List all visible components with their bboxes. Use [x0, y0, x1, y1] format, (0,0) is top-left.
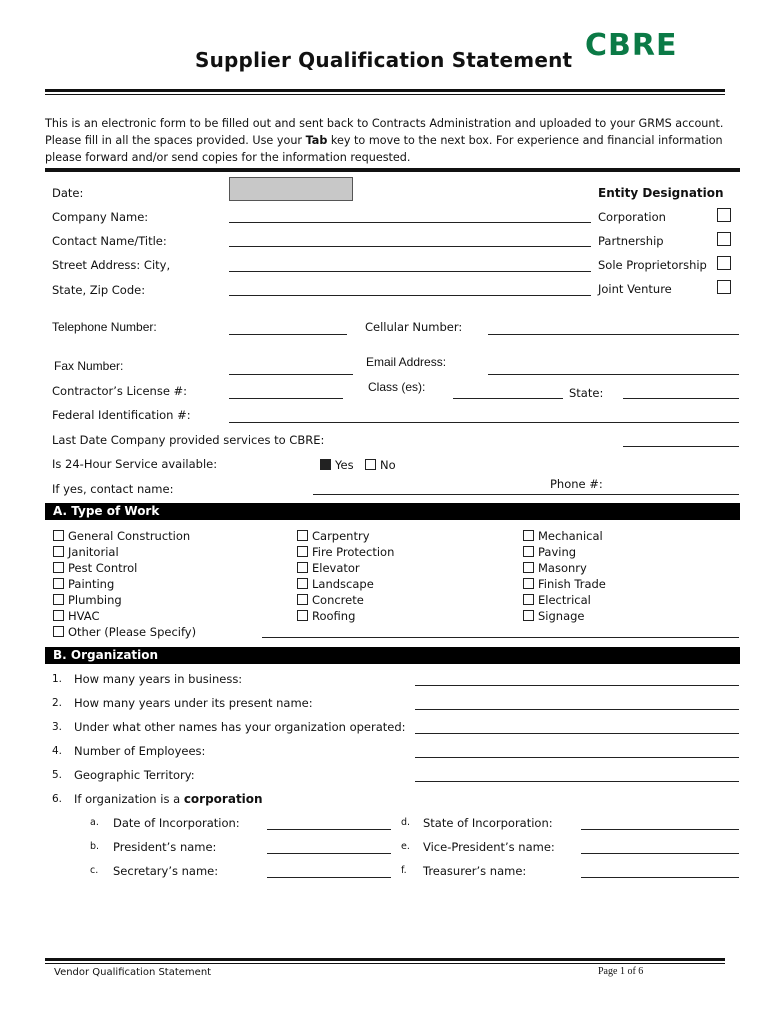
work-item[interactable]: Masonry [523, 560, 606, 576]
entity-sole-proprietorship-checkbox[interactable] [717, 256, 731, 270]
fax-label: Fax Number: [54, 359, 124, 373]
work-checkbox[interactable] [53, 530, 64, 541]
telephone-field[interactable] [229, 334, 347, 335]
work-item[interactable]: Janitorial [53, 544, 196, 560]
work-item[interactable]: Concrete [297, 592, 394, 608]
service-no-option[interactable]: No [365, 458, 396, 472]
work-item[interactable]: Paving [523, 544, 606, 560]
work-checkbox[interactable] [297, 562, 308, 573]
work-item[interactable]: General Construction [53, 528, 196, 544]
state-field[interactable] [623, 398, 739, 399]
entity-joint-venture-checkbox[interactable] [717, 280, 731, 294]
work-checkbox[interactable] [523, 562, 534, 573]
telephone-label: Telephone Number: [52, 320, 157, 334]
sub-e-letter: e. [401, 841, 410, 852]
entity-joint-venture-label: Joint Venture [598, 282, 672, 296]
sub-b-field[interactable] [267, 853, 391, 854]
sub-e-field[interactable] [581, 853, 739, 854]
org-item-6-text: If organization is a corporation [74, 792, 263, 806]
sub-f-field[interactable] [581, 877, 739, 878]
sub-a-letter: a. [90, 817, 99, 828]
last-date-label: Last Date Company provided services to CBRE: [52, 433, 325, 447]
street-address-field[interactable] [229, 271, 591, 272]
work-item[interactable]: Elevator [297, 560, 394, 576]
org-item-1-text: How many years in business: [74, 672, 243, 686]
state-zip-field[interactable] [229, 295, 591, 296]
date-label: Date: [52, 186, 84, 200]
sub-a-field[interactable] [267, 829, 391, 830]
sub-d-letter: d. [401, 817, 411, 828]
organization-heading: B. Organization [45, 647, 740, 664]
work-checkbox[interactable] [523, 546, 534, 557]
work-item[interactable]: Pest Control [53, 560, 196, 576]
company-name-label: Company Name: [52, 210, 149, 224]
work-item[interactable]: Other (Please Specify) [53, 624, 196, 640]
email-label: Email Address: [366, 355, 447, 369]
class-label: Class (es): [368, 380, 426, 394]
work-item[interactable]: Signage [523, 608, 606, 624]
page-title: Supplier Qualification Statement [195, 48, 573, 72]
work-item[interactable]: Mechanical [523, 528, 606, 544]
entity-sole-proprietorship-label: Sole Proprietorship [598, 258, 707, 272]
contact-name-field[interactable] [229, 246, 591, 247]
work-checkbox[interactable] [53, 626, 64, 637]
license-label: Contractor’s License #: [52, 384, 188, 398]
work-item[interactable]: Landscape [297, 576, 394, 592]
sub-a-text: Date of Incorporation: [113, 816, 240, 830]
org-item-1-num: 1. [52, 673, 63, 685]
sub-e-text: Vice-President’s name: [423, 840, 555, 854]
org-item-4-num: 4. [52, 745, 63, 757]
org-item-2-num: 2. [52, 697, 63, 709]
sub-b-letter: b. [90, 841, 100, 852]
org-item-3-text: Under what other names has your organization operated: [74, 720, 406, 734]
work-checkbox[interactable] [53, 578, 64, 589]
intro-text: This is an electronic form to be filled out and sent back to Contracts Administration and uploaded to your GRMS account. Please fill in all the spaces provided. Use your Tab key to move to the next box. For experience and financial information please forward and/or send copies for the information requested. [45, 117, 724, 164]
sub-f-letter: f. [401, 865, 407, 876]
work-item[interactable]: HVAC [53, 608, 196, 624]
company-name-field[interactable] [229, 222, 591, 223]
work-column-2 [297, 528, 394, 624]
license-field[interactable] [229, 398, 343, 399]
org-item-3-field[interactable] [415, 733, 739, 734]
work-item[interactable]: Painting [53, 576, 196, 592]
work-checkbox[interactable] [53, 594, 64, 605]
org-item-3-num: 3. [52, 721, 63, 733]
work-checkbox[interactable] [53, 562, 64, 573]
org-item-1-field[interactable] [415, 685, 739, 686]
work-checkbox[interactable] [297, 530, 308, 541]
date-field[interactable] [229, 177, 353, 201]
work-checkbox[interactable] [297, 578, 308, 589]
federal-id-field[interactable] [229, 422, 739, 423]
sub-c-letter: c. [90, 865, 99, 876]
class-field[interactable] [453, 398, 563, 399]
work-checkbox[interactable] [523, 578, 534, 589]
work-item[interactable]: Carpentry [297, 528, 394, 544]
phone-label: Phone #: [550, 477, 603, 491]
work-checkbox[interactable] [523, 610, 534, 621]
sub-c-field[interactable] [267, 877, 391, 878]
org-item-4-text: Number of Employees: [74, 744, 206, 758]
work-item[interactable]: Roofing [297, 608, 394, 624]
entity-designation-heading: Entity Designation [598, 186, 724, 200]
intro-rule [45, 168, 740, 172]
work-item[interactable]: Finish Trade [523, 576, 606, 592]
work-item[interactable]: Electrical [523, 592, 606, 608]
work-checkbox[interactable] [53, 610, 64, 621]
work-item[interactable]: Plumbing [53, 592, 196, 608]
work-column-1 [53, 528, 196, 640]
work-item[interactable]: Fire Protection [297, 544, 394, 560]
org-item-2-field[interactable] [415, 709, 739, 710]
service-yes-option[interactable]: Yes [320, 458, 354, 472]
if-yes-contact-field[interactable] [313, 494, 739, 495]
state-label: State: [569, 386, 604, 400]
org-item-6-num: 6. [52, 793, 63, 805]
state-zip-label: State, Zip Code: [52, 283, 146, 297]
entity-partnership-label: Partnership [598, 234, 664, 248]
sub-d-text: State of Incorporation: [423, 816, 553, 830]
footer-left: Vendor Qualification Statement [54, 967, 212, 978]
sub-f-text: Treasurer’s name: [423, 864, 527, 878]
federal-id-label: Federal Identification #: [52, 408, 191, 422]
service-no-checkbox[interactable] [365, 459, 376, 470]
org-item-2-text: How many years under its present name: [74, 696, 313, 710]
last-date-field[interactable] [623, 446, 739, 447]
header-rule [45, 89, 725, 92]
work-column-3 [523, 528, 606, 624]
header-rule-thin [45, 94, 725, 95]
sub-d-field[interactable] [581, 829, 739, 830]
cellular-field[interactable] [488, 334, 739, 335]
footer-page-number: Page 1 of 6 [598, 966, 644, 977]
org-item-5-num: 5. [52, 769, 63, 781]
sub-c-text: Secretary’s name: [113, 864, 219, 878]
org-item-4-field[interactable] [415, 757, 739, 758]
street-address-label: Street Address: City, [52, 258, 171, 272]
work-checkbox[interactable] [523, 530, 534, 541]
work-checkbox[interactable] [297, 594, 308, 605]
if-yes-contact-label: If yes, contact name: [52, 482, 174, 496]
contact-name-label: Contact Name/Title: [52, 234, 167, 248]
footer-rule [45, 958, 725, 961]
org-item-5-field[interactable] [415, 781, 739, 782]
service-yes-checkbox[interactable] [320, 459, 331, 470]
work-checkbox[interactable] [53, 546, 64, 557]
entity-partnership-checkbox[interactable] [717, 232, 731, 246]
cbre-logo: CBRE [585, 28, 678, 63]
email-field[interactable] [488, 374, 739, 375]
cellular-label: Cellular Number: [365, 320, 463, 334]
service-24-label: Is 24-Hour Service available: [52, 457, 218, 471]
entity-corporation-checkbox[interactable] [717, 208, 731, 222]
work-checkbox[interactable] [297, 610, 308, 621]
sub-b-text: President’s name: [113, 840, 217, 854]
entity-corporation-label: Corporation [598, 210, 666, 224]
other-specify-field[interactable] [262, 637, 739, 638]
work-checkbox[interactable] [523, 594, 534, 605]
fax-field[interactable] [229, 374, 353, 375]
type-of-work-heading: A. Type of Work [45, 503, 740, 520]
work-checkbox[interactable] [297, 546, 308, 557]
footer-rule-thin [45, 963, 725, 964]
org-item-5-text: Geographic Territory: [74, 768, 195, 782]
